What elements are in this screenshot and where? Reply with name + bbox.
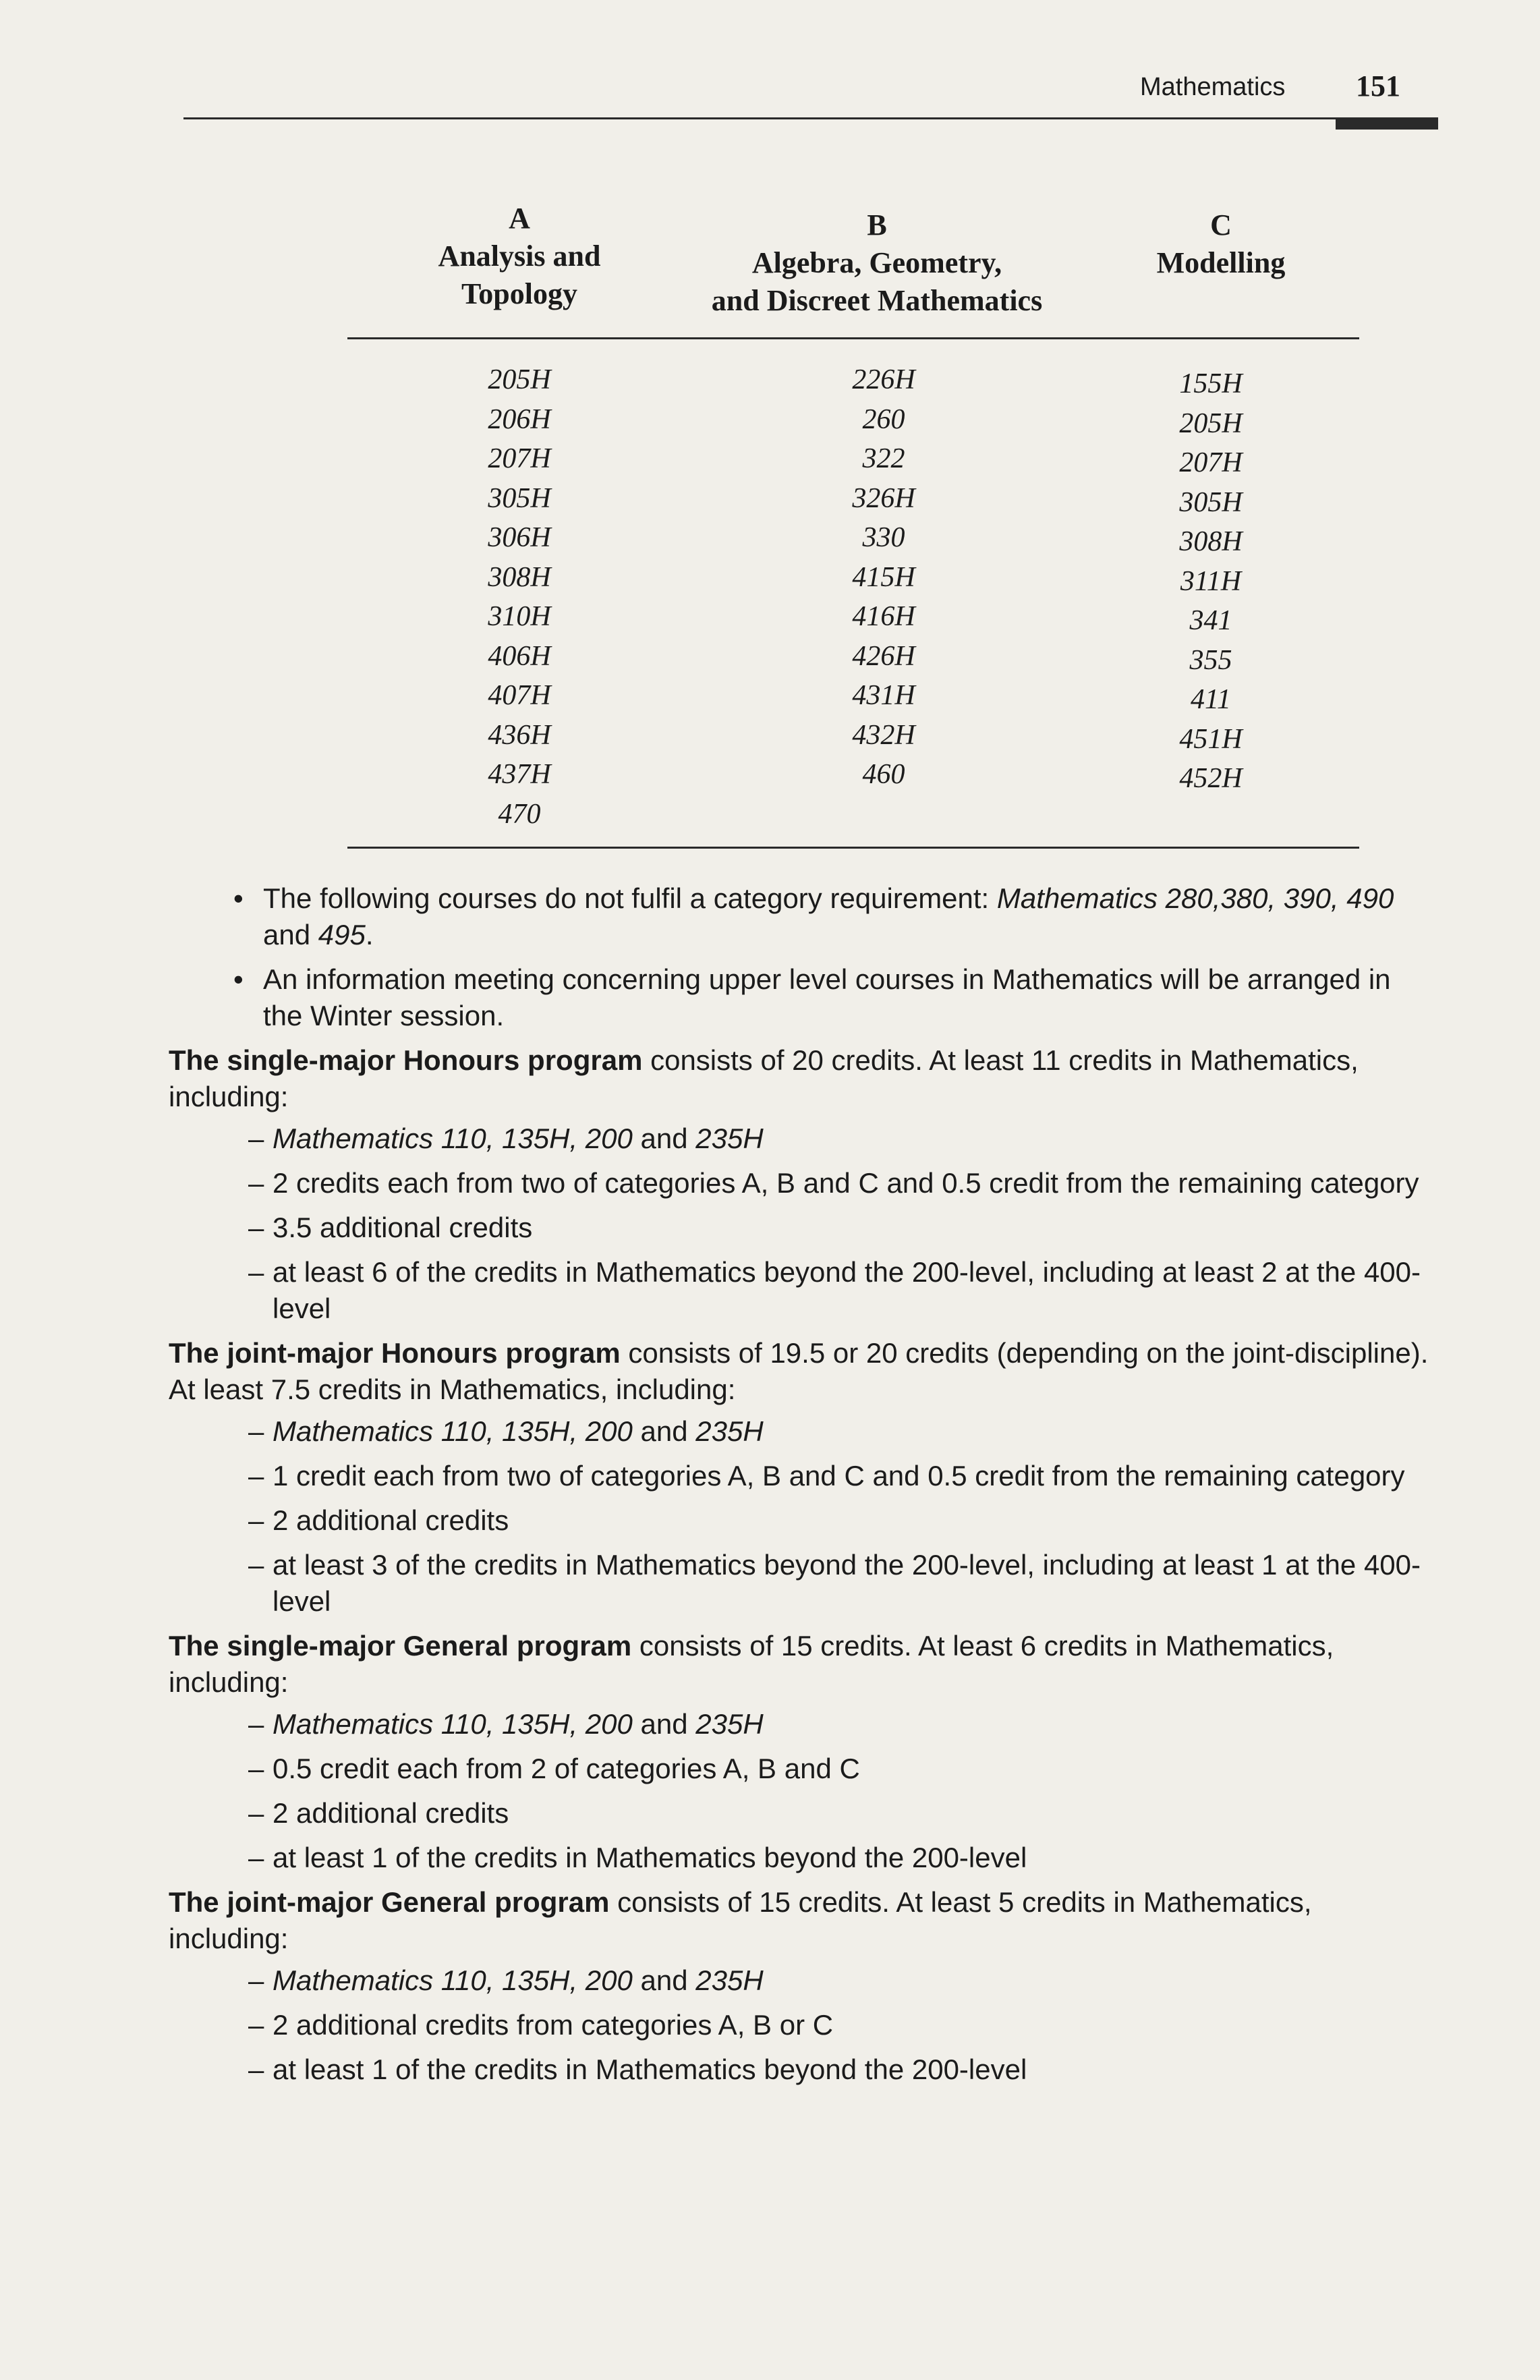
requirement-item: – 2 credits each from two of categories A, B and C and 0.5 credit from the remaining category (248, 1167, 1419, 1199)
course-item: 306H (488, 522, 551, 553)
course-item: 436H (488, 719, 551, 751)
category-c-letter: C (1210, 208, 1232, 242)
course-item: 308H (1179, 526, 1243, 557)
requirement-item: – at least 3 of the credits in Mathematics beyond the 200-level, including at least 1 at the 400-level (248, 1549, 1421, 1617)
requirement-item: – Mathematics 110, 135H, 200 and 235H (248, 1123, 764, 1154)
course-item: 311H (1180, 565, 1242, 597)
requirement-item: – at least 1 of the credits in Mathematics beyond the 200-level (248, 1842, 1027, 1873)
course-item: 451H (1179, 723, 1243, 755)
program-description: The joint-major General program consists of 15 credits. At least 5 credits in Mathematics, including: (169, 1886, 1312, 1954)
running-header-section: Mathematics (1140, 73, 1286, 101)
course-item: 305H (488, 482, 551, 514)
requirement-item: – Mathematics 110, 135H, 200 and 235H (248, 1415, 764, 1447)
course-item: 308H (488, 561, 551, 593)
category-c-course-list (1140, 364, 1282, 799)
course-item: 406H (488, 640, 551, 672)
category-a-course-list (449, 360, 590, 834)
category-c-title-line-1: Modelling (1156, 246, 1286, 279)
course-item: 407H (488, 680, 551, 711)
category-b-title-line-1: Algebra, Geometry, (751, 246, 1002, 279)
program-name: The joint-major Honours program (169, 1337, 621, 1369)
requirement-item: – 2 additional credits from categories A, B or C (248, 2009, 834, 2041)
program-description: The joint-major Honours program consists of 19.5 or 20 credits (depending on the joint-discipline). At least 7.5 credits in Mathematics, including: (169, 1337, 1429, 1405)
course-item: 310H (488, 601, 551, 632)
requirement-item: – at least 6 of the credits in Mathematics beyond the 200-level, including at least 2 at the 400-level (248, 1256, 1421, 1324)
category-a-title-line-1: Analysis and (438, 239, 601, 273)
category-a-title-line-2: Topology (461, 277, 577, 310)
course-item: 206H (488, 403, 551, 435)
course-item: 226H (852, 364, 915, 395)
course-item: 355 (1189, 644, 1232, 676)
program-description: The single-major General program consists of 15 credits. At least 6 credits in Mathematics, including: (169, 1630, 1334, 1698)
course-item: 432H (852, 719, 915, 751)
category-c-heading (1079, 206, 1363, 282)
requirement-item: – at least 1 of the credits in Mathematics beyond the 200-level (248, 2053, 1027, 2085)
course-item: 330 (862, 522, 905, 553)
category-b-heading (661, 206, 1093, 320)
program-name: The single-major Honours program (169, 1044, 643, 1076)
bullet-icon: • (233, 963, 244, 995)
requirement-item: – 0.5 credit each from 2 of categories A, B and C (248, 1753, 860, 1784)
requirement-item: – 2 additional credits (248, 1504, 509, 1536)
program-name: The single-major General program (169, 1630, 632, 1662)
requirement-item: – Mathematics 110, 135H, 200 and 235H (248, 1964, 764, 1996)
requirement-item: – Mathematics 110, 135H, 200 and 235H (248, 1708, 764, 1740)
course-item: 326H (852, 482, 915, 514)
course-item: 305H (1179, 486, 1243, 518)
course-item: 411 (1191, 684, 1231, 715)
category-b-course-list (813, 360, 954, 795)
course-item: 470 (498, 798, 541, 830)
requirement-item: – 2 additional credits (248, 1797, 509, 1829)
header-rule (183, 117, 1438, 119)
page-number: 151 (1356, 69, 1400, 103)
program-name: The joint-major General program (169, 1886, 610, 1918)
course-item: 207H (1179, 447, 1243, 478)
header-thumb-bar (1336, 119, 1438, 130)
category-b-letter: B (867, 208, 887, 242)
course-item: 205H (1179, 407, 1243, 439)
category-b-title-line-2: and Discreet Mathematics (711, 284, 1043, 317)
course-item: 452H (1179, 763, 1243, 794)
requirement-item: – 3.5 additional credits (248, 1212, 533, 1243)
course-item: 437H (488, 759, 551, 790)
course-item: 431H (852, 680, 915, 711)
note-item: • An information meeting concerning upper level courses in Mathematics will be arranged in the Winter session. (248, 961, 1430, 1034)
course-item: 426H (852, 640, 915, 672)
program-description: The single-major Honours program consists of 20 credits. At least 11 credits in Mathematics, including: (169, 1044, 1359, 1112)
requirement-item: – 1 credit each from two of categories A, B and C and 0.5 credit from the remaining category (248, 1460, 1405, 1492)
course-item: 460 (862, 759, 905, 790)
table-bottom-rule (347, 847, 1359, 849)
course-item: 322 (862, 443, 905, 474)
course-item: 415H (852, 561, 915, 593)
bullet-icon: • (233, 882, 244, 914)
course-item: 207H (488, 443, 551, 474)
program-requirements (169, 880, 1430, 2096)
note-item: • The following courses do not fulfil a category requirement: Mathematics 280,380, 390, 490 and 495. (248, 880, 1430, 953)
course-item: 155H (1179, 368, 1243, 399)
course-item: 416H (852, 601, 915, 632)
table-top-rule (347, 337, 1359, 339)
course-item: 341 (1189, 605, 1232, 636)
course-item: 205H (488, 364, 551, 395)
category-a-letter: A (509, 202, 530, 235)
course-item: 260 (862, 403, 905, 435)
category-a-heading (378, 200, 661, 313)
